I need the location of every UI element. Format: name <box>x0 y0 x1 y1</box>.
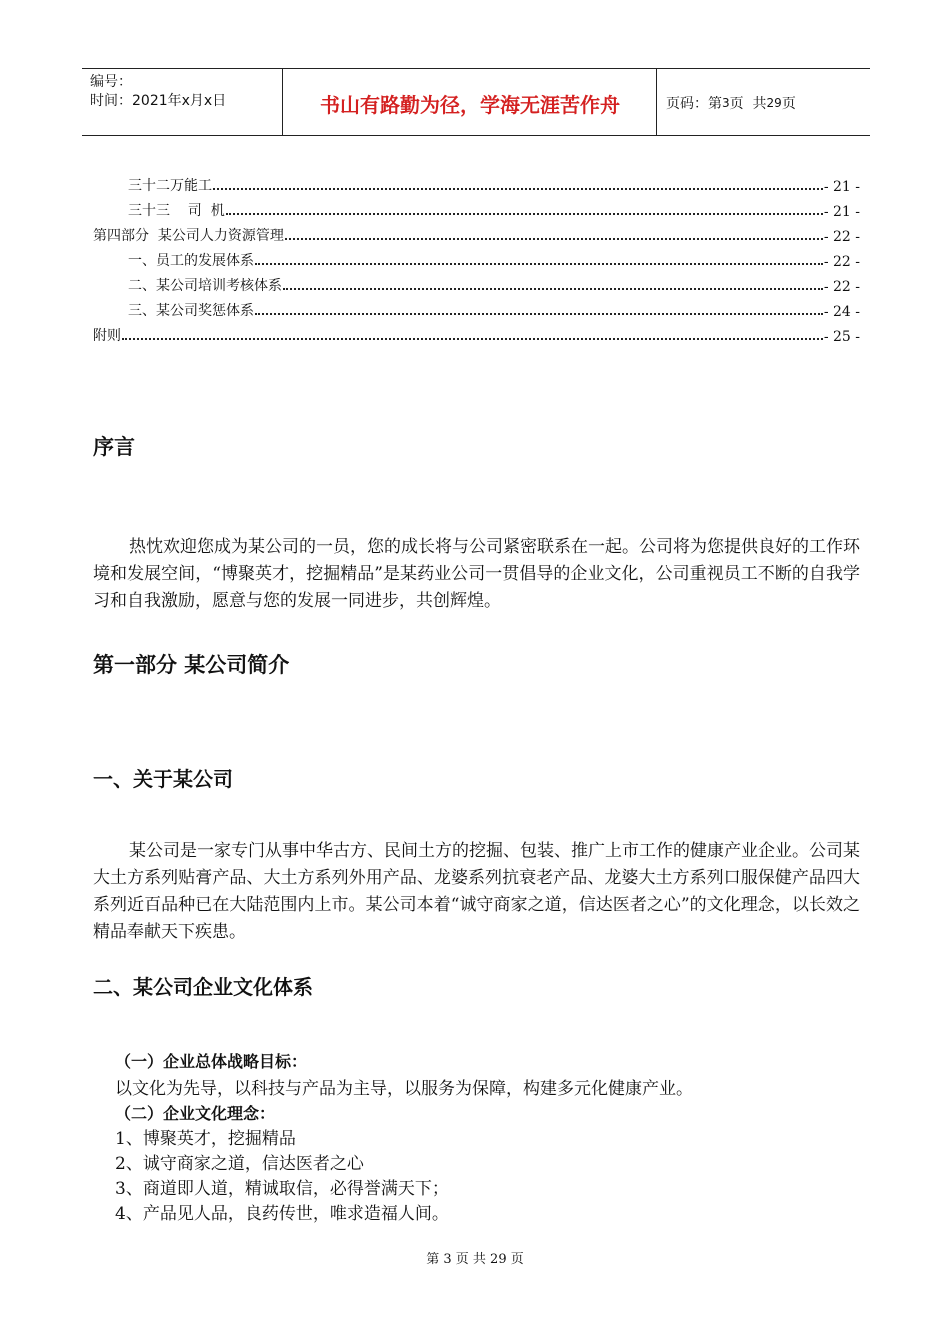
toc-leader <box>255 263 823 265</box>
toc-entry-title: 第四部分 某公司人力资源管理 <box>93 228 284 244</box>
toc-entry-title: 三十二万能工 <box>128 178 212 194</box>
toc-leader <box>226 213 823 215</box>
toc-entry-title: 一、员工的发展体系 <box>128 253 254 269</box>
toc-entry-title: 附则 <box>93 328 121 344</box>
code-label: 编号： <box>90 74 132 90</box>
strategy-text: 以文化为先导，以科技与产品为主导，以服务为保障，构建多元化健康产业。 <box>115 1079 693 1099</box>
concept-item: 2、诚守商家之道，信达医者之心 <box>115 1154 364 1174</box>
page-prefix: 页码：第 <box>666 96 722 112</box>
toc-entry-page: - 25 - <box>823 329 860 345</box>
toc-entry[interactable] <box>93 270 860 295</box>
page-mid: 页 共 <box>729 96 767 112</box>
toc-entry[interactable] <box>93 295 860 320</box>
part1-heading: 第一部分 某公司简介 <box>93 653 290 677</box>
page-current: 3 <box>722 96 730 110</box>
culture-heading: 二、某公司企业文化体系 <box>93 975 313 999</box>
toc-entry-title: 三、某公司奖惩体系 <box>128 303 254 319</box>
time-label: 时间：2021年x月x日 <box>90 93 227 109</box>
toc-entry-page: - 22 - <box>823 254 860 270</box>
toc-leader <box>122 338 823 340</box>
toc-entry-page: - 21 - <box>823 204 860 220</box>
page-total: 29 <box>766 96 782 110</box>
concept-item: 3、商道即人道，精诚取信，必得誉满天下； <box>115 1179 449 1199</box>
toc-entry[interactable] <box>93 320 860 345</box>
concept-label: （二）企业文化理念： <box>115 1104 276 1123</box>
concept-item: 4、产品见人品，良药传世，唯求造福人间。 <box>115 1204 449 1224</box>
toc-entry[interactable] <box>93 220 860 245</box>
header-divider <box>656 69 657 135</box>
header-motto: 书山有路勤为径，学海无涯苦作舟 <box>320 92 620 117</box>
toc-entry[interactable] <box>93 170 860 195</box>
table-of-contents <box>93 170 860 345</box>
toc-entry-page: - 21 - <box>823 179 860 195</box>
toc-entry[interactable] <box>93 245 860 270</box>
toc-entry[interactable] <box>93 195 860 220</box>
toc-leader <box>285 238 823 240</box>
page-suffix: 页 <box>781 96 796 112</box>
about-heading: 一、关于某公司 <box>93 767 233 791</box>
strategy-label: （一）企业总体战略目标： <box>115 1052 308 1071</box>
toc-entry-title: 三十三 司 机 <box>128 203 225 219</box>
toc-leader <box>213 188 823 190</box>
preface-heading: 序言 <box>93 435 135 459</box>
header-divider <box>282 69 283 135</box>
header-meta <box>90 73 280 111</box>
about-body: 某公司是一家专门从事中华古方、民间土方的挖掘、包装、推广上市工作的健康产业企业。公司某大土方系列贴膏产品、大土方系列外用产品、龙婆系列抗衰老产品、龙婆大土方系列口服保健产品四大系列近百品种已在大陆范围内上市。某公司本着“诚守商家之道，信达医者之心”的文化理念，以长效之精品奉献天下疾患。 <box>93 841 860 942</box>
toc-entry-page: - 22 - <box>823 229 860 245</box>
concept-item: 1、博聚英才，挖掘精品 <box>115 1129 296 1149</box>
preface-body: 热忱欢迎您成为某公司的一员，您的成长将与公司紧密联系在一起。公司将为您提供良好的工作环境和发展空间，“博聚英才，挖掘精品”是某药业公司一贯倡导的企业文化，公司重视员工不断的自我学习和自我激励，愿意与您的发展一同进步，共创辉煌。 <box>93 537 860 611</box>
toc-entry-page: - 24 - <box>823 304 860 320</box>
toc-leader <box>255 313 823 315</box>
toc-leader <box>283 288 823 290</box>
toc-entry-title: 二、某公司培训考核体系 <box>128 278 282 294</box>
toc-entry-page: - 22 - <box>823 279 860 295</box>
page-footer: 第 3 页 共 29 页 <box>426 1252 524 1267</box>
page-header <box>82 68 870 136</box>
header-page-info <box>666 69 796 137</box>
